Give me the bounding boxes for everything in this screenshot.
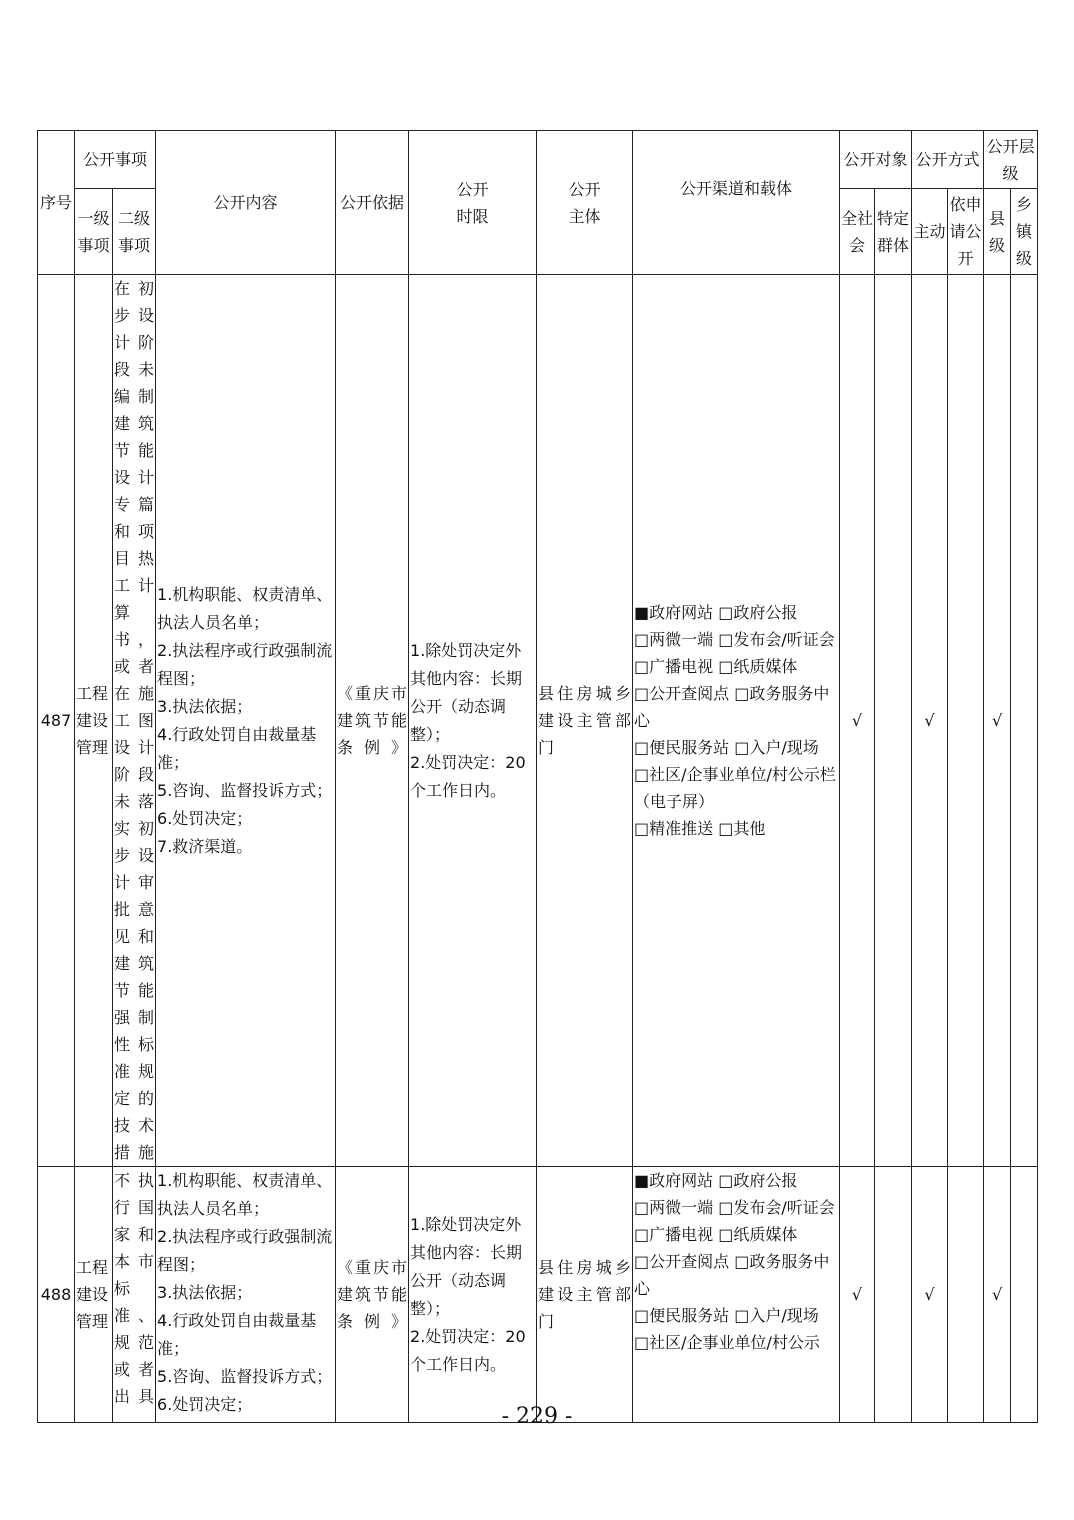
content-item: 1.机构职能、权责清单、执法人员名单； <box>157 584 333 632</box>
channel-line: □广播电视 □纸质媒体 <box>634 1225 798 1244</box>
row-level-county: √ <box>984 1167 1011 1423</box>
header-method-active: 主动 <box>912 189 948 275</box>
content-item: 6.处罚决定； <box>157 808 253 828</box>
header-method-group: 公开方式 <box>912 131 984 189</box>
row-subject: 县住房城乡建设主管部门 <box>537 1167 633 1423</box>
row-level-county: √ <box>984 275 1011 1167</box>
row-seq: 487 <box>38 275 75 1167</box>
channel-line: □公开查阅点 □政务服务中心 <box>634 684 830 730</box>
table-row <box>38 275 1038 1167</box>
channel-line: □社区/企事业单位/村公示栏（电子屏） <box>634 765 836 811</box>
time-limit-item: 1.除处罚决定外其他内容：长期公开（动态调整）； <box>410 1214 523 1318</box>
disclosure-table <box>37 130 1038 1423</box>
header-time-limit: 公开 时限 <box>409 131 537 275</box>
content-item: 6.处罚决定； <box>157 1395 253 1414</box>
content-item: 1.机构职能、权责清单、执法人员名单； <box>157 1171 333 1218</box>
header-items-group: 公开事项 <box>75 131 156 189</box>
row-audience-all: √ <box>840 1167 875 1423</box>
header-level2: 二级事项 <box>113 189 156 275</box>
content-item: 4.行政处罚自由裁量基准； <box>157 724 317 772</box>
table-row <box>38 1167 1038 1423</box>
content-item: 2.执法程序或行政强制流程图； <box>157 1227 333 1274</box>
time-limit-item: 1.除处罚决定外其他内容：长期公开（动态调整）； <box>410 640 523 744</box>
content-item: 7.救济渠道。 <box>157 836 253 856</box>
content-item: 4.行政处罚自由裁量基准； <box>157 1311 317 1358</box>
channel-line: □精准推送 □其他 <box>634 819 766 838</box>
header-level-town: 乡镇级 <box>1011 189 1038 275</box>
time-limit-item: 2.处罚决定：20个工作日内。 <box>410 752 526 800</box>
row-time-limit <box>409 275 537 1167</box>
row-channels <box>633 275 840 1167</box>
row-audience-specific <box>875 275 912 1167</box>
channel-line: □广播电视 □纸质媒体 <box>634 657 798 676</box>
header-audience-all: 全社会 <box>840 189 875 275</box>
channel-line: ■政府网站 □政府公报 <box>634 603 798 622</box>
row-channels <box>633 1167 840 1423</box>
header-level-group: 公开层级 <box>984 131 1038 189</box>
content-item: 3.执法依据； <box>157 696 253 716</box>
channel-line: □社区/企事业单位/村公示 <box>634 1333 820 1352</box>
row-level1: 工程建设管理 <box>75 1167 113 1423</box>
header-audience-group: 公开对象 <box>840 131 912 189</box>
channel-line: □两微一端 □发布会/听证会 <box>634 630 835 649</box>
header-seq: 序号 <box>38 131 75 275</box>
content-item: 2.执法程序或行政强制流程图； <box>157 640 333 688</box>
row-level1: 工程建设管理 <box>75 275 113 1167</box>
header-level1: 一级事项 <box>75 189 113 275</box>
header-method-request: 依申请公开 <box>948 189 984 275</box>
row-basis: 《重庆市建筑节能条例》 <box>336 275 409 1167</box>
row-subject: 县住房城乡建设主管部门 <box>537 275 633 1167</box>
channel-line: □便民服务站 □入户/现场 <box>634 738 819 757</box>
channel-line: □两微一端 □发布会/听证会 <box>634 1198 835 1217</box>
channel-line: ■政府网站 □政府公报 <box>634 1171 798 1190</box>
row-method-active: √ <box>912 1167 948 1423</box>
content-item: 3.执法依据； <box>157 1283 253 1302</box>
row-content <box>156 275 336 1167</box>
row-audience-all: √ <box>840 275 875 1167</box>
content-item: 5.咨询、监督投诉方式； <box>157 780 333 800</box>
row-level-town <box>1011 275 1038 1167</box>
row-level-town <box>1011 1167 1038 1423</box>
row-basis: 《重庆市建筑节能条例》 <box>336 1167 409 1423</box>
content-item: 5.咨询、监督投诉方式； <box>157 1367 333 1386</box>
header-level-county: 县级 <box>984 189 1011 275</box>
row-time-limit <box>409 1167 537 1423</box>
row-seq: 488 <box>38 1167 75 1423</box>
header-basis: 公开依据 <box>336 131 409 275</box>
row-method-active: √ <box>912 275 948 1167</box>
row-content <box>156 1167 336 1423</box>
header-channels: 公开渠道和载体 <box>633 131 840 275</box>
header-content: 公开内容 <box>156 131 336 275</box>
row-level2: 在初步设计阶段未编制建筑节能设计专篇和项目热工计算书，或者在施工图设计阶段未落实初步设计审批意见和建筑节能强制性标准规定的技术措施 <box>113 275 156 1167</box>
row-audience-specific <box>875 1167 912 1423</box>
header-audience-specific: 特定群体 <box>875 189 912 275</box>
channel-line: □公开查阅点 □政务服务中心 <box>634 1252 830 1298</box>
header-subject: 公开 主体 <box>537 131 633 275</box>
time-limit-item: 2.处罚决定：20个工作日内。 <box>410 1326 526 1374</box>
row-level2: 不执行国家和本市标准、规范或者出具 <box>113 1167 156 1423</box>
row-method-request <box>948 1167 984 1423</box>
page-number: - 229 - <box>501 1404 573 1429</box>
row-method-request <box>948 275 984 1167</box>
channel-line: □便民服务站 □入户/现场 <box>634 1306 819 1325</box>
